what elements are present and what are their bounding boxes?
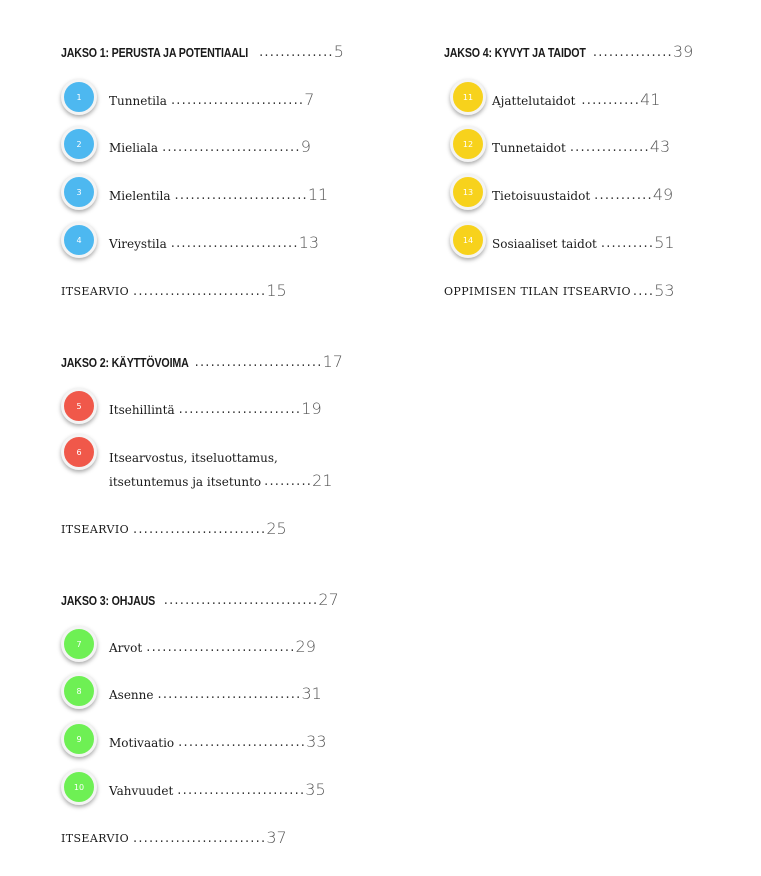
page-number: 33	[306, 732, 327, 751]
chapter-badge: 8	[61, 673, 97, 709]
self-eval-label: ITSEARVIO	[61, 832, 129, 845]
page-number: 43	[649, 137, 671, 156]
leader-dots: .......................	[178, 402, 302, 417]
chapter-badge: 5	[61, 388, 97, 424]
page-number: 21	[312, 471, 333, 490]
page-number: 11	[307, 185, 329, 204]
entry-label: Vahvuudet	[109, 784, 174, 798]
leader-dots: ...............	[569, 140, 650, 155]
section-title: JAKSO 4: KYVYT JA TAIDOT	[444, 45, 586, 60]
page-number: 53	[654, 281, 675, 300]
leader-dots: .........................	[133, 831, 267, 846]
toc-entry[interactable]	[109, 465, 333, 489]
chapter-badge: 14	[450, 222, 486, 258]
entry-label: Vireystila	[109, 237, 167, 251]
chapter-badge: 7	[61, 626, 97, 662]
chapter-badge: 13	[450, 174, 486, 210]
page-number: 41	[640, 90, 661, 109]
entry-label: Motivaatio	[109, 736, 175, 750]
page-number: 25	[266, 519, 287, 538]
page-number: 17	[322, 352, 343, 371]
toc-entry[interactable]	[109, 179, 328, 203]
section-3-heading[interactable]	[61, 584, 339, 608]
chapter-badge: 12	[450, 126, 486, 162]
leader-dots: ........................	[170, 236, 299, 251]
page-number: 5	[333, 42, 344, 61]
leader-dots: ....	[632, 284, 655, 299]
chapter-badge: 10	[61, 769, 97, 805]
self-eval-label: ITSEARVIO	[61, 523, 129, 536]
leader-dots: .........................	[133, 522, 267, 537]
chapter-badge: 1	[61, 79, 97, 115]
page-number: 49	[652, 185, 674, 204]
leader-dots: ..........................	[162, 140, 301, 155]
self-eval-label: ITSEARVIO	[61, 285, 129, 298]
toc-entry-line1[interactable]	[109, 441, 278, 465]
self-eval-entry[interactable]	[61, 822, 287, 846]
leader-dots: ........................	[177, 783, 306, 798]
leader-dots: ...........	[594, 188, 653, 203]
page-number: 13	[298, 233, 320, 252]
chapter-badge: 2	[61, 126, 97, 162]
page-number: 39	[672, 42, 694, 61]
leader-dots: ..............	[259, 45, 334, 60]
page-number: 7	[304, 90, 315, 109]
leader-dots: .........................	[133, 284, 267, 299]
self-eval-entry[interactable]	[444, 275, 675, 299]
entry-label: Tunnetaidot	[492, 141, 566, 155]
section-2-heading[interactable]	[61, 346, 343, 370]
chapter-badge: 6	[61, 434, 97, 470]
page-number: 31	[301, 684, 322, 703]
page-number: 15	[266, 281, 287, 300]
leader-dots: .........	[264, 474, 313, 489]
toc-entry[interactable]	[492, 179, 673, 203]
page-number: 37	[266, 828, 287, 847]
page-number: 27	[318, 590, 339, 609]
toc-entry[interactable]	[109, 678, 322, 702]
entry-label: Tunnetila	[109, 94, 167, 108]
entry-label: Itsehillintä	[109, 403, 175, 417]
chapter-badge: 9	[61, 721, 97, 757]
entry-label: Ajattelutaidot	[492, 94, 576, 108]
leader-dots: ...........................	[157, 687, 302, 702]
leader-dots: ........................	[194, 355, 323, 370]
page-number: 35	[305, 780, 326, 799]
toc-entry[interactable]	[492, 84, 660, 108]
leader-dots: ...........	[581, 93, 641, 108]
chapter-badge: 3	[61, 174, 97, 210]
entry-label: Tietoisuustaidot	[492, 189, 591, 203]
entry-label: Itsearvostus, itseluottamus,	[109, 451, 278, 465]
toc-entry[interactable]	[492, 227, 675, 251]
toc-entry[interactable]	[492, 131, 670, 155]
leader-dots: .........................	[174, 188, 308, 203]
self-eval-entry[interactable]	[61, 275, 287, 299]
page-number: 29	[295, 637, 316, 656]
self-eval-label: OPPIMISEN TILAN ITSEARVIO	[444, 285, 631, 298]
entry-label: itsetuntemus ja itsetunto	[109, 475, 262, 489]
section-title: JAKSO 2: KÄYTTÖVOIMA	[61, 355, 189, 370]
toc-entry[interactable]	[109, 227, 319, 251]
leader-dots: ............................	[146, 640, 296, 655]
page-number: 19	[301, 399, 322, 418]
chapter-badge: 4	[61, 222, 97, 258]
leader-dots: ..........	[600, 236, 655, 251]
chapter-badge: 11	[450, 79, 486, 115]
entry-label: Mieliala	[109, 141, 159, 155]
toc-entry[interactable]	[109, 131, 311, 155]
page-number: 51	[654, 233, 675, 252]
entry-label: Arvot	[109, 641, 143, 655]
page-number: 9	[300, 137, 311, 156]
leader-dots: ...............	[592, 45, 673, 60]
entry-label: Sosiaaliset taidot	[492, 237, 597, 251]
leader-dots: ........................	[178, 735, 307, 750]
self-eval-entry[interactable]	[61, 513, 287, 537]
section-1-heading[interactable]	[61, 36, 344, 60]
entry-label: Mielentila	[109, 189, 171, 203]
entry-label: Asenne	[109, 688, 154, 702]
leader-dots: .........................	[170, 93, 305, 108]
section-4-heading[interactable]	[444, 36, 693, 60]
toc-entry[interactable]	[109, 726, 327, 750]
section-title: JAKSO 1: PERUSTA JA POTENTIAALI	[61, 45, 249, 60]
toc-entry[interactable]	[109, 631, 316, 655]
toc-entry[interactable]	[109, 84, 314, 108]
toc-entry[interactable]	[109, 393, 322, 417]
toc-entry[interactable]	[109, 774, 326, 798]
section-title: JAKSO 3: OHJAUS	[61, 593, 156, 608]
leader-dots: .............................	[163, 593, 319, 608]
